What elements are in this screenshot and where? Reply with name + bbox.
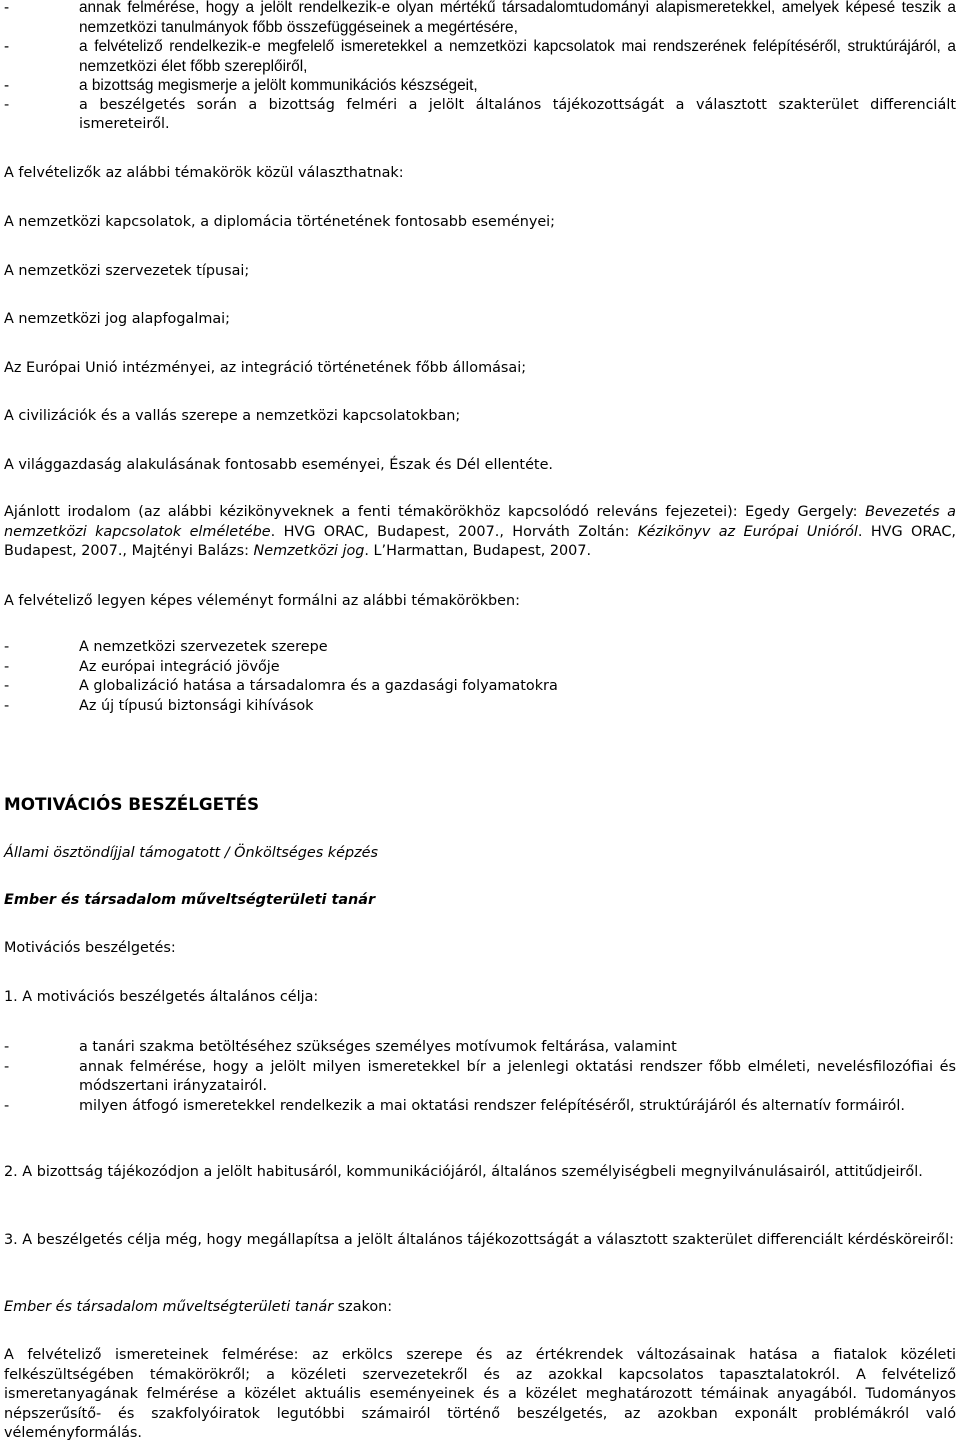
assessment-paragraph: A felvételiző ismereteinek felmérése: az erkölcs szerepe és az értékrendek változásainak hatása a fiatalok közéleti felkészültségében témakörökről; a közéleti szervezetekről és az azokkal kapcsolatos tapasztalatokról. A felvételiző ismeretanyagának felmérése a közélet aktuális eseményeinek és a közélet meghatározott témáinak anyagából. Tudományos népszerűsítő- és szakfolyóiratok legutóbbi számairól történő beszélgetés, az azokban exponált problémákról való véleményformálás.: [4, 1347, 956, 1441]
criteria-list: [4, 0, 956, 135]
point-three: 3. A beszélgetés célja még, hogy megállapítsa a jelölt általános tájékozottságát a választott szakterület differenciált kérdésköreiről:: [4, 1232, 954, 1248]
book-title: Nemzetközi jog: [253, 543, 365, 559]
list-item: - annak felmérése, hogy a jelölt rendelkezik-e olyan mértékű társadalomtudományi alapismeretekkel, amelyek képesé teszik a nemzetközi tanulmányok főbb összefüggéseinek a megértésére,: [4, 0, 956, 36]
opinion-topics-list: [4, 638, 956, 716]
list-item: - A nemzetközi szervezetek szerepe: [4, 639, 328, 655]
list-item: - a felvételiző rendelkezik-e megfelelő ismeretekkel a nemzetközi kapcsolatok mai rendszerének felépítéséről, struktúrájáról, a nemzetközi élet főbb szereplőiről,: [4, 38, 956, 75]
recommended-literature: Ajánlott irodalom (az alábbi kézikönyveknek a fenti témakörökhöz kapcsolódó releváns fejezetei): Egedy Gergely: Bevezetés a nemzetközi kapcsolatok elméletébe. HVG ORAC, Budapest, 2007., Horváth Zoltán: Kézikönyv az Európai Unióról. HVG ORAC, Budapest, 2007., Majtényi Balázs: Nemzetközi jog. L’Harmattan, Budapest, 2007.: [4, 504, 956, 559]
opinion-intro: A felvételiző legyen képes véleményt formálni az alábbi témakörökben:: [4, 593, 521, 609]
motivation-label: Motivációs beszélgetés:: [4, 940, 176, 956]
section-heading: MOTIVÁCIÓS BESZÉLGETÉS: [4, 794, 260, 814]
topic-item: A világgazdaság alakulásának fontosabb eseményei, Észak és Dél ellentéte.: [4, 457, 554, 473]
list-item: - annak felmérése, hogy a jelölt milyen ismeretekkel bír a jelenlegi oktatási rendszer főbb elméleti, nevelésfilozófiai és módszertani irányzatairól.: [4, 1058, 956, 1094]
list-item: - milyen átfogó ismeretekkel rendelkezik a mai oktatási rendszer felépítéséről, struktúrájáról és alternatív formáiról.: [4, 1097, 905, 1114]
list-item: - a beszélgetés során a bizottság felméri a jelölt általános tájékozottságát a választott szakterület differenciált ismereteiről.: [4, 96, 956, 132]
book-title: Bevezetés a nemzetközi kapcsolatok elméletébe: [4, 504, 956, 540]
topic-item: A civilizációk és a vallás szerepe a nemzetközi kapcsolatokban;: [4, 408, 461, 424]
topic-item: A nemzetközi jog alapfogalmai;: [4, 311, 230, 327]
book-title: Kézikönyv az Európai Unióról: [637, 523, 858, 540]
list-item: - a tanári szakma betöltéséhez szükséges személyes motívumok feltárása, valamint: [4, 1039, 677, 1055]
point-one: 1. A motivációs beszélgetés általános célja:: [4, 989, 319, 1005]
funding-type: Állami ösztöndíjjal támogatott / Önköltséges képzés: [4, 845, 379, 861]
point-two: 2. A bizottság tájékozódjon a jelölt habitusáról, kommunikációjáról, általános személyiségbeli megnyilvánulásairól, attitűdjeiről.: [4, 1164, 923, 1180]
program-title: Ember és társadalom műveltségterületi tanár: [4, 892, 376, 908]
topics-intro: A felvételizők az alábbi témakörök közül választhatnak:: [4, 165, 404, 181]
list-item: - Az európai integráció jövője: [4, 658, 280, 675]
topic-item: A nemzetközi szervezetek típusai;: [4, 263, 250, 279]
specialization-label: Ember és társadalom műveltségterületi tanár szakon:: [4, 1299, 393, 1315]
list-item: - Az új típusú biztonsági kihívások: [4, 697, 314, 714]
list-item: - A globalizáció hatása a társadalomra és a gazdasági folyamatokra: [4, 678, 558, 694]
topic-item: Az Európai Unió intézményei, az integráció történetének főbb állomásai;: [4, 360, 527, 376]
goals-list: [4, 1038, 956, 1116]
list-item: - a bizottság megismerje a jelölt kommunikációs készségeit,: [4, 77, 478, 94]
topic-item: A nemzetközi kapcsolatok, a diplomácia történetének fontosabb eseményei;: [4, 214, 556, 230]
